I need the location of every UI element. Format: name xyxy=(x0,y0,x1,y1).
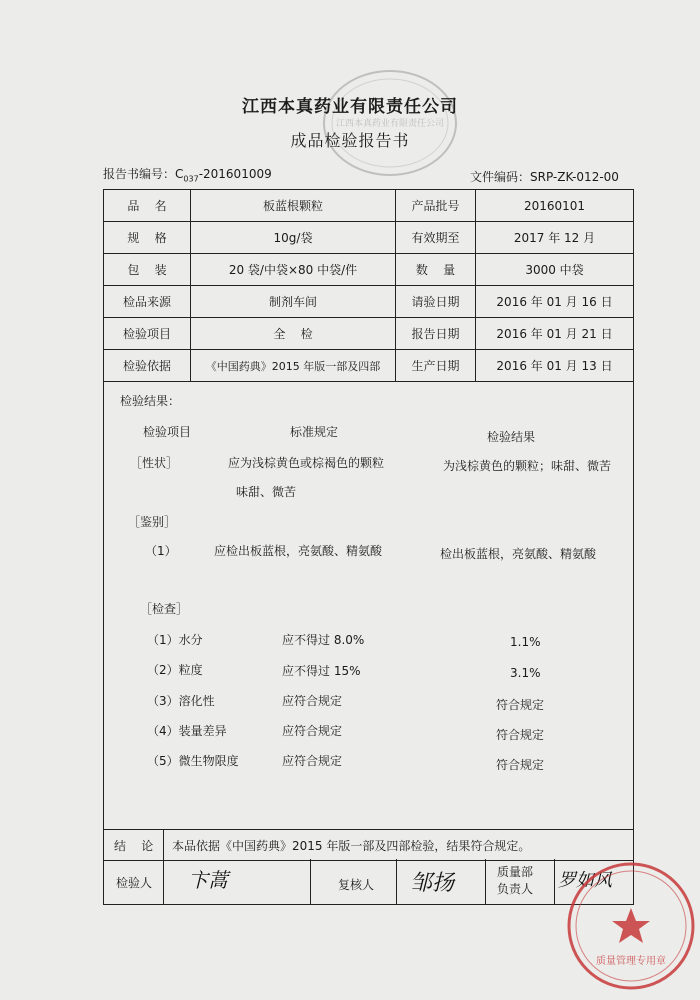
characters-label: ［性状］ xyxy=(130,456,179,470)
table-row xyxy=(104,318,634,350)
checks-label: ［检查］ xyxy=(140,602,189,616)
check-result: 1.1% xyxy=(510,635,541,649)
check-standard: 应符合规定 xyxy=(282,694,343,708)
seal-bottom-text: 质量管理专用章 xyxy=(596,956,666,967)
check-name: （4）装量差异 xyxy=(147,724,227,738)
qa-head-label-line1: 质量部 xyxy=(497,865,534,879)
sig-divider xyxy=(485,859,486,905)
conclusion-divider xyxy=(163,829,164,860)
report-number-sub: 037 xyxy=(183,174,199,184)
request-date-label: 请验日期 xyxy=(396,286,476,318)
col-result-header: 检验结果 xyxy=(487,430,536,444)
basis-value: 《中国药典》2015 年版一部及四部 xyxy=(191,350,396,382)
check-name: （1）水分 xyxy=(147,633,203,647)
pack-value: 20 袋/中袋×80 中袋/件 xyxy=(191,254,396,286)
spec-label: 规 格 xyxy=(104,222,191,254)
source-value: 制剂车间 xyxy=(191,286,396,318)
report-date-value: 2016 年 01 月 21 日 xyxy=(476,318,634,350)
table-row xyxy=(104,286,634,318)
col-item-header: 检验项目 xyxy=(143,425,192,439)
basis-label: 检验依据 xyxy=(104,350,191,382)
check-standard: 应不得过 15% xyxy=(282,664,361,678)
identification-result: 检出板蓝根，亮氨酸、精氨酸 xyxy=(440,547,597,561)
sig-divider xyxy=(554,859,555,905)
report-number xyxy=(103,165,272,183)
characters-standard-2: 味甜、微苦 xyxy=(236,485,297,499)
test-item-value: 全 检 xyxy=(191,318,396,350)
request-date-value: 2016 年 01 月 16 日 xyxy=(476,286,634,318)
characters-standard-1: 应为浅棕黄色或棕褐色的颗粒 xyxy=(228,456,385,470)
quality-seal xyxy=(565,860,697,992)
conclusion-text: 本品依据《中国药典》2015 年版一部及四部检验，结果符合规定。 xyxy=(172,839,531,853)
spec-value: 10g/袋 xyxy=(191,222,396,254)
check-standard: 应不得过 8.0% xyxy=(282,633,365,647)
test-item-label: 检验项目 xyxy=(104,318,191,350)
qty-value: 3000 中袋 xyxy=(476,254,634,286)
identification-label: ［鉴别］ xyxy=(128,515,177,529)
table-row xyxy=(104,350,634,382)
product-info-table xyxy=(103,189,634,382)
table-row xyxy=(104,254,634,286)
reviewer-signature: 邹扬 xyxy=(410,871,455,896)
seal-top-text: 江西本真药业有限责任公司 xyxy=(335,119,445,129)
qty-label: 数 量 xyxy=(396,254,476,286)
results-heading: 检验结果： xyxy=(120,394,181,408)
pack-label: 包 装 xyxy=(104,254,191,286)
source-label: 检品来源 xyxy=(104,286,191,318)
check-result: 符合规定 xyxy=(496,698,545,712)
report-number-prefix: C xyxy=(175,167,184,181)
production-date-value: 2016 年 01 月 13 日 xyxy=(476,350,634,382)
qa-head-label-line2: 负责人 xyxy=(497,882,534,896)
document-title: 成品检验报告书 xyxy=(290,131,410,150)
production-date-label: 生产日期 xyxy=(396,350,476,382)
table-row xyxy=(104,190,634,222)
table-row xyxy=(104,222,634,254)
check-result: 符合规定 xyxy=(496,758,545,772)
file-code: 文件编码：SRP-ZK-012-00 xyxy=(470,170,619,184)
reviewer-label: 复核人 xyxy=(338,878,375,892)
company-name: 江西本真药业有限责任公司 xyxy=(242,97,458,117)
name-value: 板蓝根颗粒 xyxy=(191,190,396,222)
sig-divider xyxy=(396,859,397,905)
sig-divider xyxy=(163,859,164,905)
col-standard-header: 标准规定 xyxy=(290,425,339,439)
batch-value: 20160101 xyxy=(476,190,634,222)
name-label: 品 名 xyxy=(104,190,191,222)
identification-number: （1） xyxy=(145,544,177,558)
check-result: 3.1% xyxy=(510,666,541,680)
characters-result: 为浅棕黄色的颗粒；味甜、微苦 xyxy=(443,459,612,473)
qa-head-label xyxy=(497,864,533,898)
report-number-value: -201601009 xyxy=(198,167,272,181)
conclusion-label: 结 论 xyxy=(114,839,154,853)
report-date-label: 报告日期 xyxy=(396,318,476,350)
report-number-label: 报告书编号： xyxy=(103,167,176,181)
inspector-label: 检验人 xyxy=(116,876,153,890)
batch-label: 产品批号 xyxy=(396,190,476,222)
check-result: 符合规定 xyxy=(496,728,545,742)
qa-head-signature: 罗如风 xyxy=(558,870,612,891)
expiry-label: 有效期至 xyxy=(396,222,476,254)
expiry-value: 2017 年 12 月 xyxy=(476,222,634,254)
check-name: （2）粒度 xyxy=(147,663,203,677)
identification-standard: 应检出板蓝根，亮氨酸、精氨酸 xyxy=(214,544,383,558)
inspector-signature: 卞蒿 xyxy=(188,868,228,892)
check-standard: 应符合规定 xyxy=(282,754,343,768)
check-name: （5）微生物限度 xyxy=(147,754,239,768)
sig-divider xyxy=(310,859,311,905)
check-standard: 应符合规定 xyxy=(282,724,343,738)
star-icon xyxy=(612,908,650,943)
company-seal-top xyxy=(320,68,460,178)
check-name: （3）溶化性 xyxy=(147,694,215,708)
